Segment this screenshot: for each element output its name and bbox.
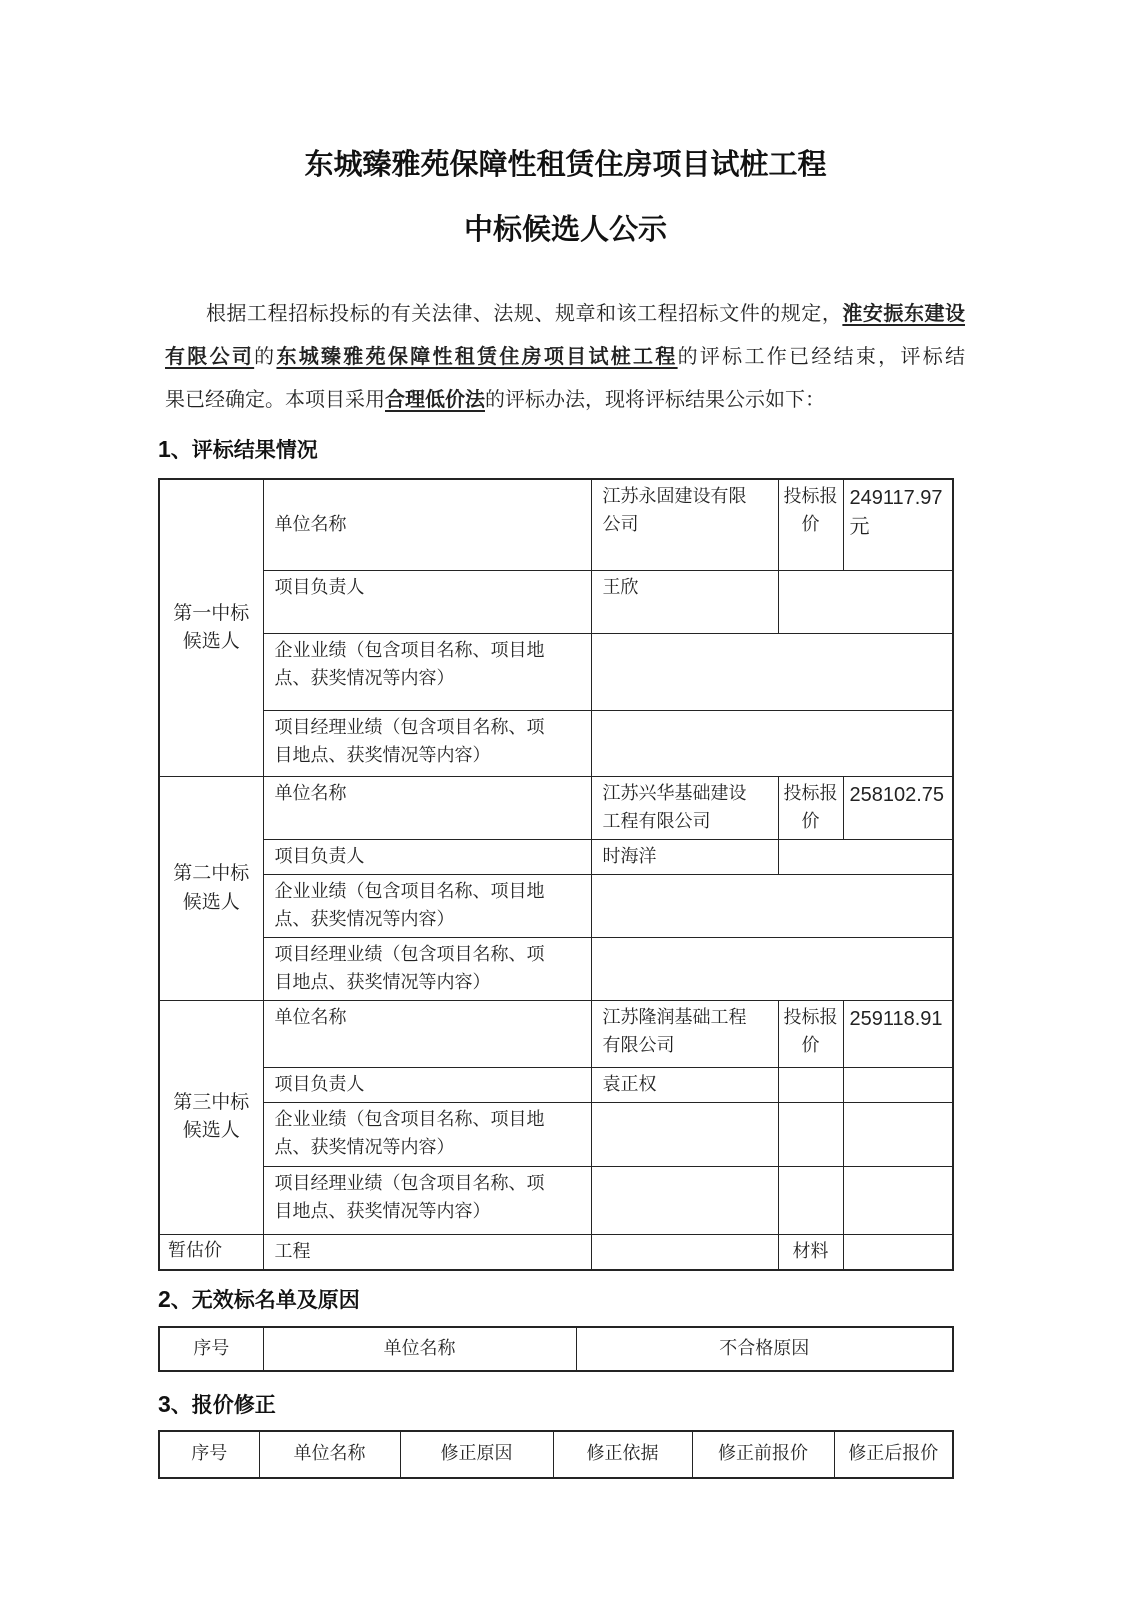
table-header-row	[159, 1327, 953, 1371]
empty-cell	[591, 1166, 778, 1234]
intro-text: 的评标工作已经结束，评标结	[677, 345, 966, 368]
candidate1-manager-label-cell: 项目负责人	[263, 571, 591, 634]
candidate3-company-performance-label-cell: 企业业绩（包含项目名称、项目地点、获奖情况等内容）	[263, 1102, 591, 1166]
result-table	[158, 478, 954, 1271]
table-row	[159, 875, 953, 938]
empty-cell	[778, 1166, 843, 1234]
correction-header-reason: 修正原因	[400, 1431, 553, 1478]
invalid-header-seq: 序号	[159, 1327, 263, 1371]
candidate2-manager-value-cell: 时海洋	[591, 840, 778, 875]
table-row	[159, 1000, 953, 1067]
intro-line-2	[165, 336, 965, 379]
document-header	[0, 0, 1131, 247]
invalid-header-company: 单位名称	[263, 1327, 576, 1371]
empty-cell	[591, 937, 953, 1000]
candidate1-company-performance-label-cell: 企业业绩（包含项目名称、项目地点、获奖情况等内容）	[263, 634, 591, 711]
candidate1-manager-value-cell: 王欣	[591, 571, 778, 634]
intro-text: 的评标办法，现将评标结果公示如下：	[485, 388, 825, 411]
estimate-label-cell: 暂估价	[159, 1234, 263, 1269]
candidate2-rank-cell: 第二中标候选人	[159, 777, 263, 1000]
invalid-header-reason: 不合格原因	[576, 1327, 953, 1371]
table-row	[159, 840, 953, 875]
correction-header-company: 单位名称	[259, 1431, 400, 1478]
table-row	[159, 777, 953, 840]
empty-cell	[591, 711, 953, 777]
intro-text: 的	[254, 345, 277, 368]
empty-cell	[843, 1166, 953, 1234]
correction-header-basis: 修正依据	[553, 1431, 692, 1478]
empty-cell	[591, 634, 953, 711]
candidate3-manager-label-cell: 项目负责人	[263, 1067, 591, 1102]
section-title: 、无效标名单及原因	[170, 1288, 360, 1312]
section-title: 、报价修正	[170, 1393, 276, 1417]
intro-emphasis-project: 东城臻雅苑保障性租赁住房项目试桩工程	[276, 345, 678, 368]
section-heading-1	[158, 436, 952, 463]
candidate2-company-label-cell: 单位名称	[263, 777, 591, 840]
correction-header-before: 修正前报价	[692, 1431, 834, 1478]
candidate3-bid-price-label-cell: 投标报价	[778, 1000, 843, 1067]
section-heading-2	[158, 1286, 952, 1313]
document-title-line1: 东城臻雅苑保障性租赁住房项目试桩工程	[304, 149, 827, 181]
candidate3-company-value-cell: 江苏隆润基础工程有限公司	[591, 1000, 778, 1067]
table-row	[159, 1234, 953, 1269]
candidate3-bid-price-value-cell: 259118.91	[843, 1000, 953, 1067]
empty-cell	[778, 840, 953, 875]
candidate1-bid-price-label-cell: 投标报价	[778, 479, 843, 571]
correction-header-after: 修正后报价	[834, 1431, 953, 1478]
correction-header-seq: 序号	[159, 1431, 259, 1478]
candidate3-rank-cell: 第三中标候选人	[159, 1000, 263, 1234]
empty-cell	[591, 1234, 778, 1269]
candidate1-bid-price-value-cell: 249117.97元	[843, 479, 953, 571]
table-row	[159, 1166, 953, 1234]
intro-line-1	[165, 293, 965, 336]
document-title-line2: 中标候选人公示	[463, 213, 667, 246]
estimate-material-cell: 材料	[778, 1234, 843, 1269]
candidate2-manager-performance-label-cell: 项目经理业绩（包含项目名称、项目地点、获奖情况等内容）	[263, 937, 591, 1000]
intro-emphasis-bidder: 淮安振东建设	[842, 302, 966, 325]
table-row	[159, 1102, 953, 1166]
intro-line-3	[165, 379, 965, 422]
intro-text: 根据工程招标投标的有关法律、法规、规章和该工程招标文件的规定，	[206, 302, 843, 325]
empty-cell	[843, 1102, 953, 1166]
invalid-bids-table	[158, 1326, 954, 1372]
intro-emphasis-method: 合理低价法	[385, 388, 485, 411]
candidate1-rank-cell: 第一中标候选人	[159, 479, 263, 777]
empty-cell	[778, 571, 953, 634]
section-title: 、评标结果情况	[170, 438, 318, 462]
candidate2-company-value-cell: 江苏兴华基础建设工程有限公司	[591, 777, 778, 840]
candidate3-company-label-cell: 单位名称	[263, 1000, 591, 1067]
empty-cell	[843, 1067, 953, 1102]
candidate2-company-performance-label-cell: 企业业绩（包含项目名称、项目地点、获奖情况等内容）	[263, 875, 591, 938]
table-row	[159, 479, 953, 571]
section-number: 2	[158, 1285, 171, 1312]
table-header-row	[159, 1431, 953, 1478]
table-row	[159, 711, 953, 777]
candidate2-bid-price-label-cell: 投标报价	[778, 777, 843, 840]
candidate2-manager-label-cell: 项目负责人	[263, 840, 591, 875]
price-correction-table	[158, 1430, 954, 1479]
intro-text: 果已经确定。本项目采用	[165, 388, 385, 411]
section-number: 3	[158, 1390, 171, 1417]
table-row	[159, 937, 953, 1000]
table-row	[159, 571, 953, 634]
candidate1-company-value-cell: 江苏永固建设有限公司	[591, 479, 778, 571]
section-number: 1	[158, 435, 171, 462]
empty-cell	[778, 1067, 843, 1102]
candidate1-company-label-cell: 单位名称	[263, 479, 591, 571]
empty-cell	[778, 1102, 843, 1166]
intro-paragraph	[165, 293, 965, 422]
document-content	[158, 293, 966, 1479]
estimate-project-cell: 工程	[263, 1234, 591, 1269]
section-heading-3	[158, 1391, 952, 1418]
table-row	[159, 1067, 953, 1102]
candidate3-manager-performance-label-cell: 项目经理业绩（包含项目名称、项目地点、获奖情况等内容）	[263, 1166, 591, 1234]
table-row	[159, 634, 953, 711]
intro-emphasis-bidder-cont: 有限公司	[165, 345, 255, 368]
empty-cell	[591, 875, 953, 938]
candidate1-manager-performance-label-cell: 项目经理业绩（包含项目名称、项目地点、获奖情况等内容）	[263, 711, 591, 777]
candidate2-bid-price-value-cell: 258102.75	[843, 777, 953, 840]
candidate3-manager-value-cell: 袁正权	[591, 1067, 778, 1102]
empty-cell	[843, 1234, 953, 1269]
empty-cell	[591, 1102, 778, 1166]
